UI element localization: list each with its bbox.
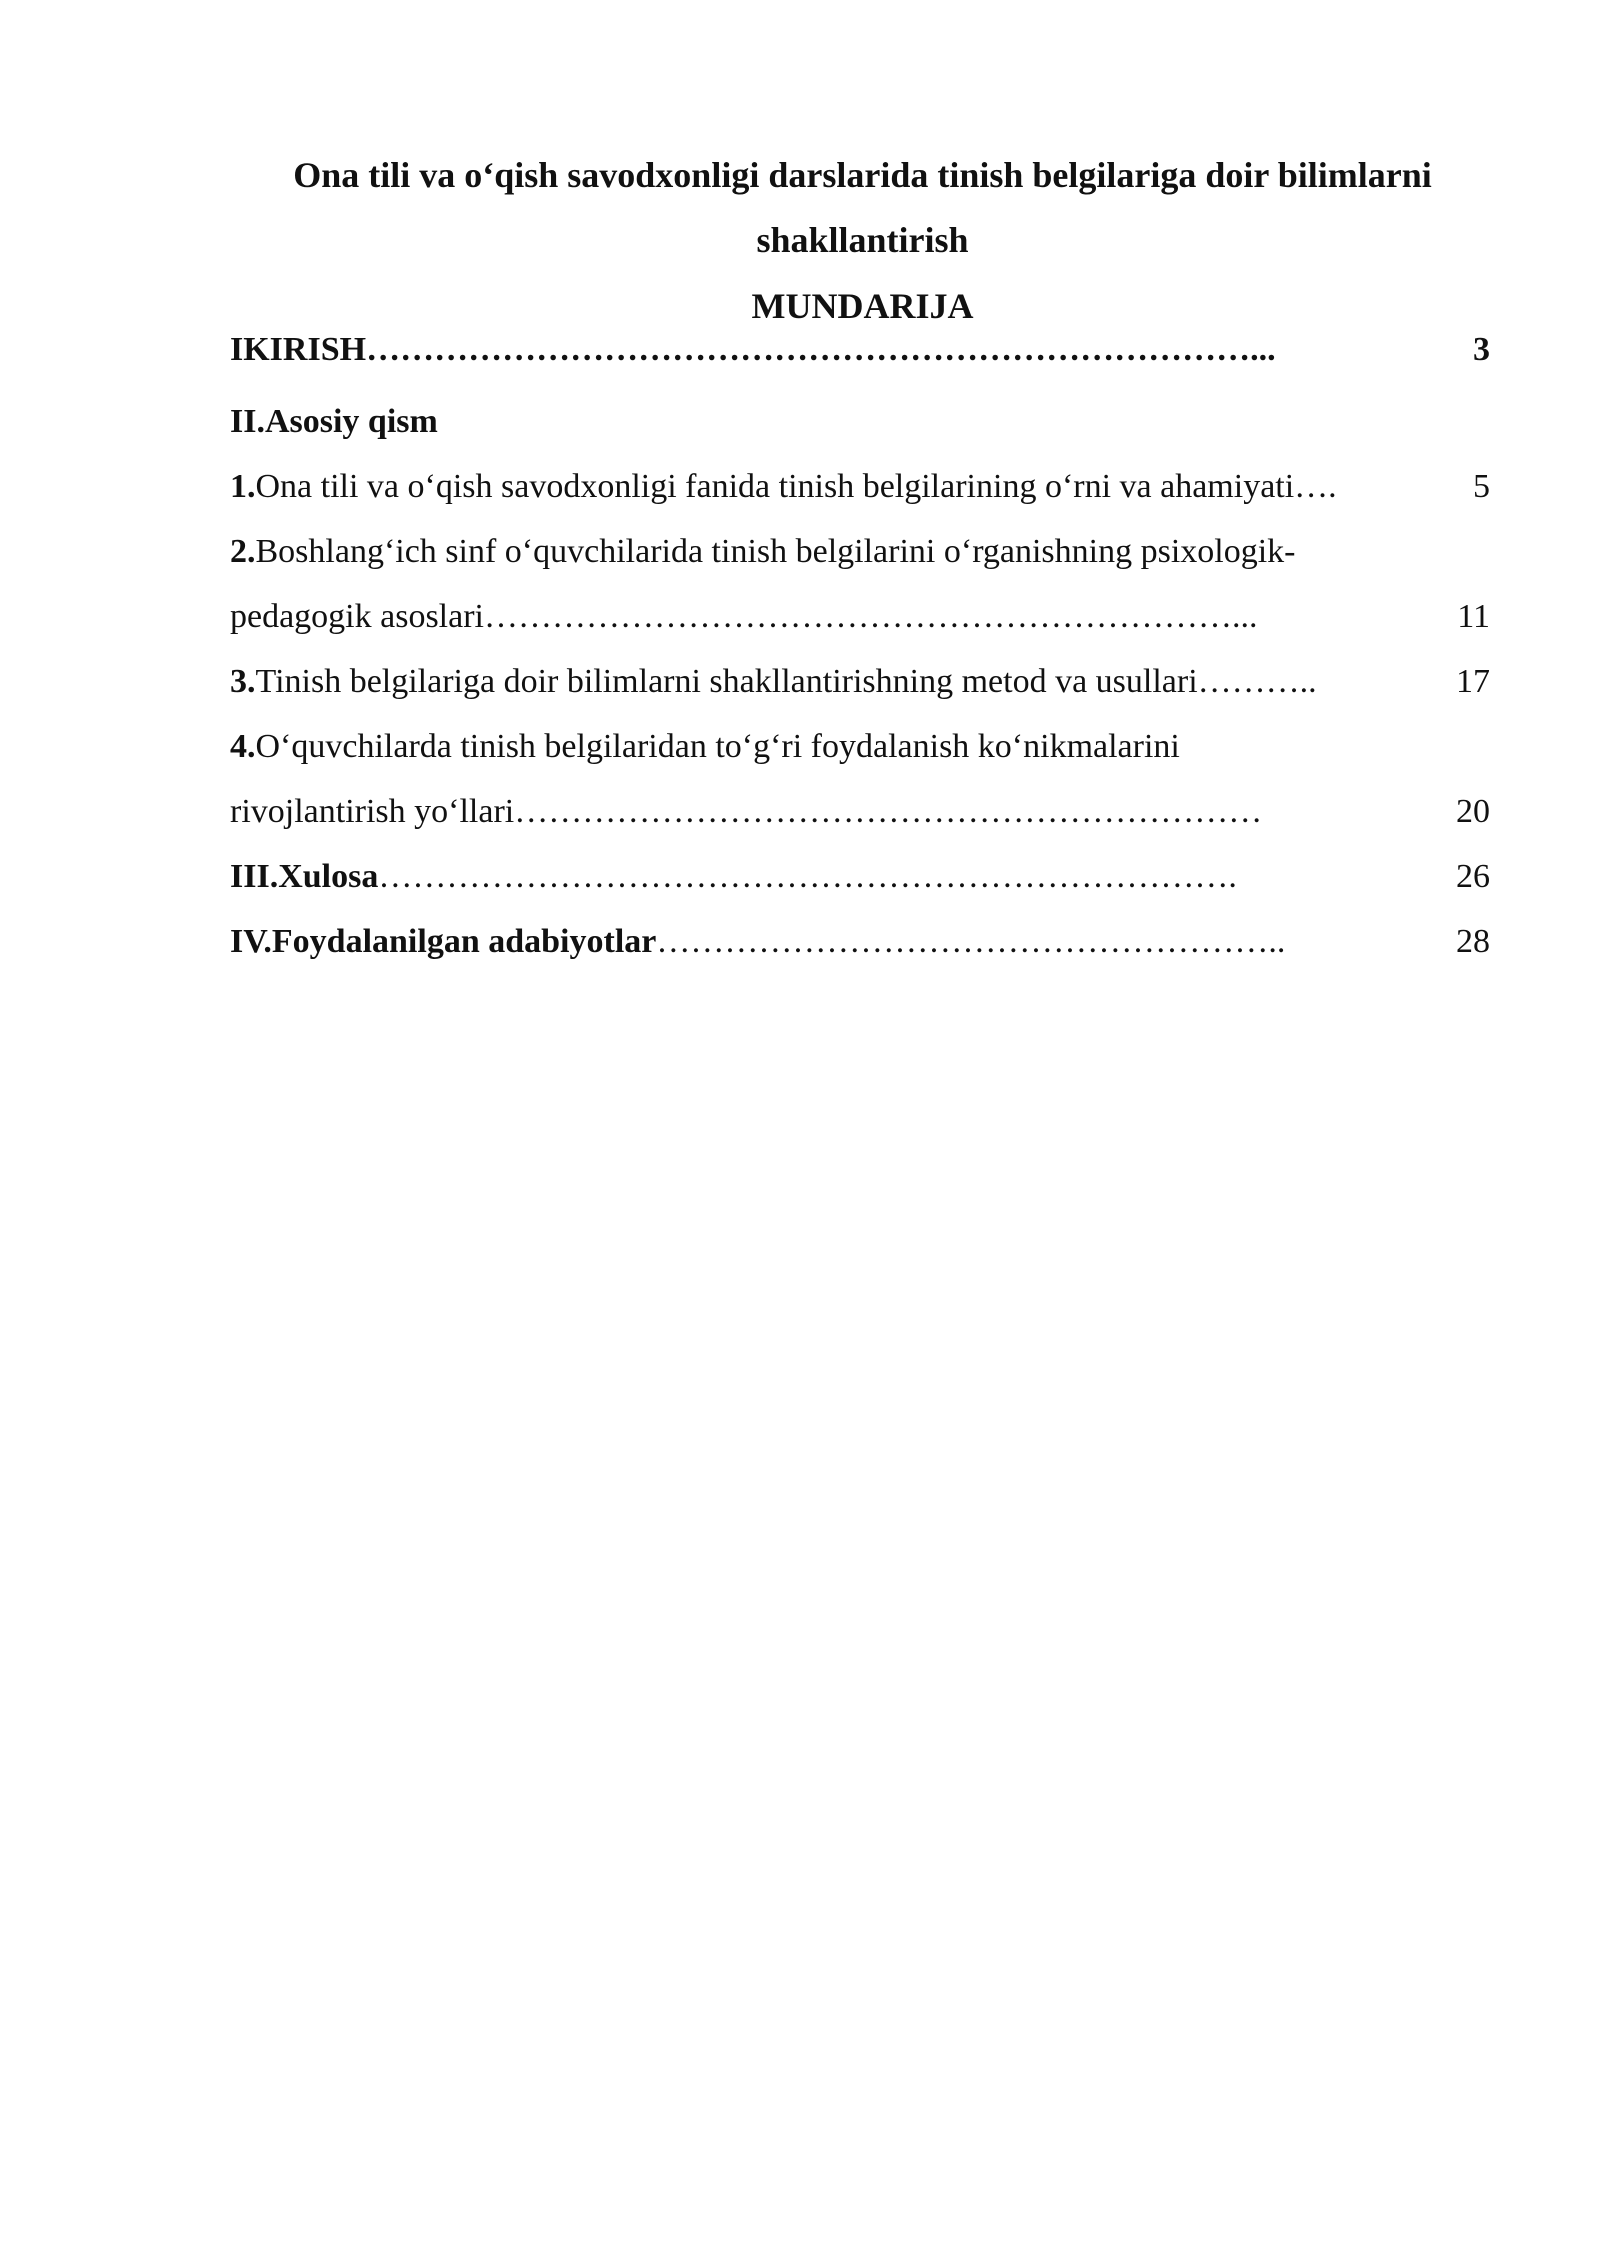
toc-page-number: 28 — [1456, 923, 1490, 960]
toc-page-number: 26 — [1456, 858, 1490, 895]
toc-entry-conclusion — [230, 855, 1490, 899]
toc-entry-item-1 — [230, 465, 1490, 509]
toc-entry-number: 1. — [230, 468, 256, 505]
toc-leader-dots: ……………………………………………………………………... — [366, 331, 1276, 368]
toc-entry-number: 2. — [230, 533, 256, 570]
toc-entry-item-3 — [230, 660, 1490, 704]
contents-heading: MUNDARIJA — [751, 286, 974, 326]
toc-entry-item-4 — [230, 725, 1490, 769]
toc-entry-text: Ona tili va o‘qish savodxonligi fanida tinish belgilarining o‘rni va ahamiyati…. — [255, 468, 1337, 505]
toc-page-number: 11 — [1457, 598, 1490, 635]
toc-entry-number: 4. — [230, 728, 256, 765]
toc-page-number: 20 — [1456, 793, 1490, 830]
toc-leader-dots: ……………………………………………….. — [656, 923, 1286, 960]
toc-entry-text: pedagogik asoslari — [230, 598, 484, 635]
document-title-line-2: shakllantirish — [756, 220, 969, 260]
toc-entry-label: IV.Foydalanilgan adabiyotlar — [230, 923, 657, 960]
toc-page-number: 3 — [1473, 331, 1490, 368]
toc-entry-text: rivojlantirish yo‘llari — [230, 793, 515, 830]
toc-entry-item-2-continued — [230, 595, 1490, 639]
toc-leader-dots: …………………………………………………………………. — [378, 858, 1237, 895]
toc-entry-intro — [230, 328, 1490, 372]
toc-entry-label: II.Asosiy qism — [230, 403, 438, 440]
toc-entry-references — [230, 920, 1490, 964]
toc-entry-item-2 — [230, 530, 1490, 574]
toc-page-number: 5 — [1473, 468, 1490, 505]
toc-leader-dots: ………………………………………………………… — [514, 793, 1263, 830]
toc-entry-label: IKIRISH — [230, 331, 367, 368]
toc-entry-text: Boshlang‘ich sinf o‘quvchilarida tinish belgilarini o‘rganishning psixologik- — [255, 533, 1296, 570]
toc-entry-main-part — [230, 400, 1490, 444]
toc-entry-text: Tinish belgilariga doir bilimlarni shakllantirishning metod va usullari……….. — [255, 663, 1317, 700]
toc-entry-item-4-continued — [230, 790, 1490, 834]
toc-entry-text: O‘quvchilarda tinish belgilaridan to‘g‘ri foydalanish ko‘nikmalarini — [255, 728, 1180, 765]
toc-entry-label: III.Xulosa — [230, 858, 379, 895]
toc-entry-number: 3. — [230, 663, 256, 700]
toc-leader-dots: …………………………………………………………... — [484, 598, 1258, 635]
document-title-line-1: Ona tili va o‘qish savodxonligi darslarida tinish belgilariga doir bilimlarni — [293, 155, 1432, 195]
toc-page-number: 17 — [1456, 663, 1490, 700]
